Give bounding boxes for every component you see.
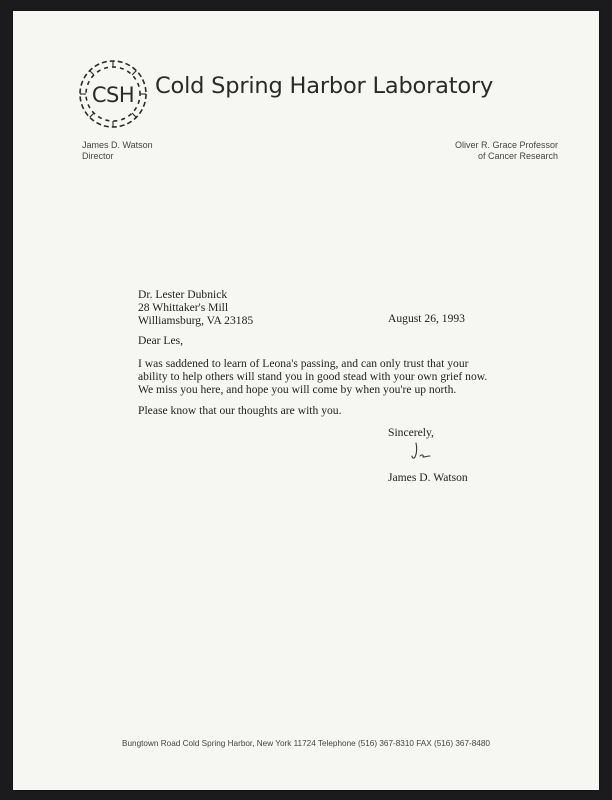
letter-date: August 26, 1993 xyxy=(388,312,465,325)
handwritten-signature xyxy=(406,439,440,465)
professorship-block xyxy=(455,140,558,162)
letter-page xyxy=(13,11,599,790)
csh-logo xyxy=(73,51,153,137)
professorship-line2: of Cancer Research xyxy=(477,151,558,161)
logo-monogram: CSH xyxy=(91,83,135,107)
body-paragraph xyxy=(138,357,487,396)
recipient-city: Williamsburg, VA 23185 xyxy=(138,314,254,327)
signer-name: James D. Watson xyxy=(388,471,468,484)
recipient-street: 28 Whittaker's Mill xyxy=(138,301,229,314)
complimentary-close: Sincerely, xyxy=(388,426,434,439)
salutation: Dear Les, xyxy=(138,334,184,347)
director-name: James D. Watson xyxy=(82,140,153,150)
body-line: I was saddened to learn of Leona's passing, and can only trust that your xyxy=(138,357,469,370)
letterhead-footer: Bungtown Road Cold Spring Harbor, New York 11724 Telephone (516) 367-8310 FAX (516) 367-8480 xyxy=(122,739,490,748)
director-block xyxy=(82,140,153,162)
recipient-name: Dr. Lester Dubnick xyxy=(138,288,228,301)
institution-name: Cold Spring Harbor Laboratory xyxy=(155,73,494,99)
professorship-line1: Oliver R. Grace Professor xyxy=(454,140,558,150)
body-line: We miss you here, and hope you will come by when you're up north. xyxy=(138,383,457,396)
director-title: Director xyxy=(82,151,114,161)
body-line: ability to help others will stand you in good stead with your own grief now. xyxy=(138,370,488,383)
closing-paragraph: Please know that our thoughts are with you. xyxy=(138,404,342,417)
recipient-address xyxy=(138,288,253,327)
